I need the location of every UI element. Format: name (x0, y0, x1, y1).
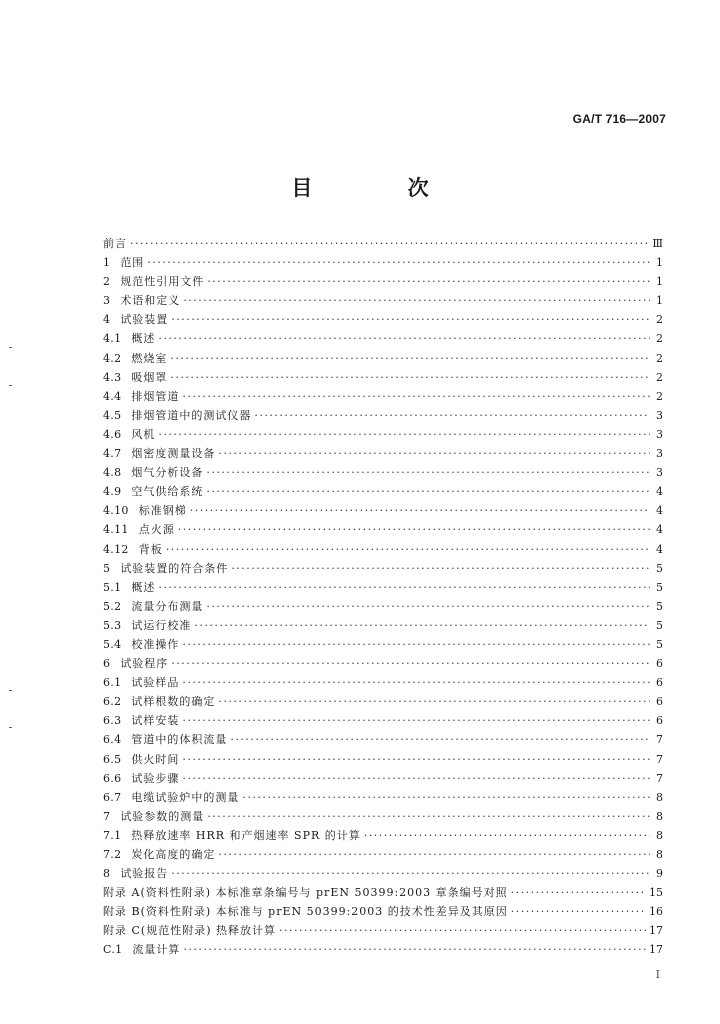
toc-entry-number: 2 (103, 275, 111, 289)
toc-leader-dots (206, 482, 650, 501)
toc-entry[interactable] (103, 578, 663, 597)
toc-entry[interactable] (103, 845, 663, 864)
toc-entry-number: 5.3 (103, 618, 122, 632)
toc-leader-dots (182, 387, 650, 406)
toc-leader-dots (218, 444, 650, 463)
toc-entry-label: 试运行校准 (131, 618, 192, 632)
toc-entry[interactable] (103, 349, 663, 368)
toc-entry[interactable] (103, 501, 663, 520)
toc-entry-label: 前言 (103, 237, 127, 250)
toc-leader-dots (182, 635, 650, 654)
toc-entry-number: 7 (103, 809, 111, 823)
toc-entry-label: 吸烟罩 (131, 370, 168, 384)
toc-entry-number: 4.2 (103, 351, 122, 365)
toc-leader-dots (218, 845, 650, 864)
toc-leader-dots (147, 253, 650, 272)
toc-entry-label: 概述 (131, 332, 156, 346)
toc-leader-dots (182, 750, 650, 769)
toc-entry[interactable] (103, 559, 663, 578)
toc-entry-number: 1 (103, 256, 111, 270)
toc-entry-page: 3 (656, 427, 663, 441)
toc-entry[interactable] (103, 750, 663, 769)
toc-entry[interactable] (103, 253, 663, 272)
toc-leader-dots (158, 578, 650, 597)
toc-leader-dots (206, 597, 650, 616)
toc-entry-label: 空气供给系统 (131, 485, 204, 499)
page-number: I (655, 968, 660, 981)
toc-entry-number: 4.7 (103, 447, 122, 461)
toc-entry-page: 3 (656, 408, 663, 422)
toc-entry-label: 排烟管道中的测试仪器 (131, 408, 252, 422)
toc-leader-dots (170, 368, 650, 387)
toc-leader-dots (511, 902, 646, 921)
toc-leader-dots (182, 711, 650, 730)
toc-entry-page: 7 (656, 733, 663, 747)
toc-entry[interactable] (103, 673, 663, 692)
toc-entry-number: 8 (103, 867, 111, 881)
table-of-contents (103, 234, 663, 960)
toc-leader-dots (170, 349, 650, 368)
toc-entry[interactable] (103, 291, 663, 310)
toc-entry-page: 17 (649, 924, 663, 938)
toc-leader-dots (190, 501, 650, 520)
toc-entry-number: 6.2 (103, 695, 122, 709)
toc-entry-page: 6 (656, 695, 663, 709)
toc-entry-number: 4.10 (103, 504, 129, 518)
toc-entry-label: 管道中的体积流量 (131, 733, 228, 747)
toc-entry-number: 7.2 (103, 848, 122, 861)
toc-entry[interactable] (103, 864, 663, 883)
toc-entry-number: 5.1 (103, 580, 122, 594)
toc-entry-page: 5 (656, 618, 663, 632)
toc-entry-label: 试验程序 (120, 657, 169, 671)
toc-leader-dots (511, 883, 646, 902)
toc-entry-page: 4 (656, 485, 663, 499)
toc-entry[interactable] (103, 883, 663, 902)
toc-entry-label: 试验装置 (120, 313, 169, 327)
toc-leader-dots (207, 807, 650, 826)
toc-leader-dots (178, 520, 650, 539)
toc-entry-number: 4.9 (103, 485, 122, 499)
toc-entry-number: 6 (103, 657, 111, 671)
toc-entry[interactable] (103, 368, 663, 387)
toc-leader-dots (242, 788, 650, 807)
toc-entry-page: 4 (656, 523, 663, 537)
toc-entry-page: 2 (656, 332, 663, 346)
standard-number: GA/T 716—2007 (572, 112, 666, 126)
toc-entry-number: 6.4 (103, 733, 122, 747)
toc-entry[interactable] (103, 329, 663, 348)
toc-entry-page: 7 (656, 771, 663, 785)
toc-entry-label: 试验步骤 (131, 771, 180, 785)
toc-leader-dots (182, 769, 650, 788)
toc-entry[interactable] (103, 788, 663, 807)
toc-entry-page: 2 (656, 389, 663, 403)
margin-mark (9, 347, 12, 348)
toc-entry-number: 4.5 (103, 408, 122, 422)
toc-entry[interactable] (103, 272, 663, 291)
toc-leader-dots (171, 654, 650, 673)
toc-entry-label: 试样安装 (131, 714, 180, 728)
toc-entry[interactable] (103, 616, 663, 635)
toc-entry-label: 规范性引用文件 (120, 275, 205, 289)
toc-entry-page: 6 (656, 676, 663, 690)
toc-leader-dots (182, 673, 650, 692)
toc-entry-label: 风机 (131, 427, 156, 441)
toc-entry[interactable] (103, 482, 663, 501)
toc-leader-dots (158, 329, 650, 348)
toc-entry-number: 7.1 (103, 828, 122, 842)
toc-entry-page: 16 (649, 905, 663, 919)
toc-entry-page: 4 (656, 504, 663, 518)
toc-leader-dots (171, 864, 650, 883)
toc-entry-label: 烟气分析设备 (131, 466, 204, 480)
toc-entry-page: 4 (656, 542, 663, 556)
toc-leader-dots (279, 921, 646, 940)
toc-entry-number: 4.4 (103, 389, 122, 403)
toc-leader-dots (183, 291, 650, 310)
toc-leader-dots (130, 234, 649, 253)
toc-entry-label: 供火时间 (131, 752, 180, 766)
toc-entry-page: 8 (656, 828, 663, 842)
toc-leader-dots (183, 940, 646, 959)
toc-leader-dots (230, 730, 650, 749)
toc-entry-label: 术语和定义 (120, 294, 181, 308)
toc-entry[interactable] (103, 387, 663, 406)
toc-entry-label: 试验参数的测量 (120, 809, 205, 823)
toc-entry-label: 热释放速率 HRR 和产烟速率 SPR 的计算 (131, 828, 361, 842)
toc-entry[interactable] (103, 406, 663, 425)
toc-entry-number: 5.4 (103, 637, 122, 651)
toc-entry-number: 6.3 (103, 714, 122, 728)
toc-entry[interactable] (103, 540, 663, 559)
toc-entry-label: 背板 (138, 542, 163, 556)
toc-entry-page: 8 (656, 809, 663, 823)
toc-entry[interactable] (103, 597, 663, 616)
toc-entry-number: 4.6 (103, 427, 122, 441)
toc-entry-page: 6 (656, 714, 663, 728)
toc-entry-label: 燃烧室 (131, 351, 168, 365)
toc-entry[interactable] (103, 921, 663, 940)
toc-entry-page: 6 (656, 657, 663, 671)
toc-entry[interactable] (103, 730, 663, 749)
toc-entry[interactable] (103, 692, 663, 711)
toc-entry-number: 5.2 (103, 599, 122, 613)
toc-entry[interactable] (103, 807, 663, 826)
toc-entry[interactable] (103, 826, 663, 845)
toc-entry-label: 试样根数的确定 (131, 695, 216, 709)
toc-entry-page: 9 (656, 867, 663, 881)
toc-entry-number: 6.1 (103, 676, 122, 690)
toc-entry[interactable] (103, 520, 663, 539)
toc-leader-dots (166, 540, 650, 559)
toc-entry-page: 8 (656, 848, 663, 861)
toc-leader-dots (171, 310, 650, 329)
toc-entry-label: 电缆试验炉中的测量 (131, 790, 240, 804)
toc-entry-number: 6.7 (103, 790, 122, 804)
toc-entry-page: 15 (649, 886, 663, 900)
toc-entry[interactable] (103, 310, 663, 329)
toc-leader-dots (231, 559, 650, 578)
toc-entry-number: 4 (103, 313, 111, 327)
toc-entry-number: 4.11 (103, 523, 129, 537)
toc-entry-page: 7 (656, 752, 663, 766)
toc-entry-number: 4.8 (103, 466, 122, 480)
toc-entry[interactable] (103, 902, 663, 921)
toc-entry-number: C.1 (103, 943, 123, 957)
toc-entry-label: 附录 A(资料性附录) 本标准章条编号与 prEN 50399:2003 章条编号对照 (103, 886, 508, 900)
toc-entry-page: 5 (656, 599, 663, 613)
toc-entry-label: 概述 (131, 580, 156, 594)
toc-entry-number: 6.5 (103, 752, 122, 766)
toc-entry-label: 炭化高度的确定 (131, 848, 216, 861)
toc-entry[interactable] (103, 769, 663, 788)
toc-entry-number: 6.6 (103, 771, 122, 785)
toc-entry-page: 5 (656, 637, 663, 651)
toc-leader-dots (218, 692, 650, 711)
margin-mark (9, 385, 12, 386)
toc-entry-label: 试验报告 (120, 867, 169, 881)
toc-entry[interactable] (103, 463, 663, 482)
margin-mark (9, 727, 12, 728)
toc-entry-label: 标准钢梯 (138, 504, 187, 518)
toc-leader-dots (206, 463, 650, 482)
toc-entry-number: 4.1 (103, 332, 122, 346)
toc-entry[interactable] (103, 635, 663, 654)
toc-leader-dots (364, 826, 650, 845)
toc-entry-page: 8 (656, 790, 663, 804)
toc-entry-label: 试验样品 (131, 676, 180, 690)
toc-entry-label: 附录 C(规范性附录) 热释放计算 (103, 924, 276, 938)
toc-entry-label: 点火源 (138, 523, 175, 537)
toc-entry-page: 3 (656, 447, 663, 461)
toc-entry-label: 校准操作 (131, 637, 180, 651)
toc-entry-number: 3 (103, 294, 111, 308)
toc-leader-dots (158, 425, 650, 444)
toc-entry-page: 5 (656, 580, 663, 594)
toc-entry-label: 附录 B(资料性附录) 本标准与 prEN 50399:2003 的技术性差异及其原因 (103, 905, 508, 919)
toc-entry-label: 流量分布测量 (131, 599, 204, 613)
toc-entry-page: 2 (656, 313, 663, 327)
toc-entry-page: Ⅲ (652, 237, 663, 250)
toc-entry-label: 烟密度测量设备 (131, 447, 216, 461)
toc-entry-label: 试验装置的符合条件 (120, 561, 229, 575)
toc-entry[interactable] (103, 425, 663, 444)
toc-entry-label: 排烟管道 (131, 389, 180, 403)
toc-title: 目 次 (291, 175, 473, 200)
margin-mark (9, 690, 12, 691)
toc-entry[interactable] (103, 444, 663, 463)
toc-entry-number: 4.3 (103, 370, 122, 384)
toc-entry[interactable] (103, 940, 663, 959)
toc-leader-dots (194, 616, 650, 635)
toc-entry-label: 流量计算 (132, 943, 181, 957)
toc-entry-page: 17 (649, 943, 663, 957)
toc-entry-page: 1 (656, 294, 663, 308)
toc-entry-number: 4.12 (103, 542, 129, 556)
toc-entry-number: 5 (103, 561, 111, 575)
toc-leader-dots (207, 272, 650, 291)
toc-entry-page: 2 (656, 351, 663, 365)
toc-entry-page: 2 (656, 370, 663, 384)
toc-entry-label: 范围 (120, 256, 145, 270)
toc-entry[interactable] (103, 234, 663, 253)
toc-entry[interactable] (103, 654, 663, 673)
toc-leader-dots (254, 406, 650, 425)
toc-entry[interactable] (103, 711, 663, 730)
toc-entry-page: 1 (656, 275, 663, 289)
toc-entry-page: 5 (656, 561, 663, 575)
toc-entry-page: 1 (656, 256, 663, 270)
toc-entry-page: 3 (656, 466, 663, 480)
